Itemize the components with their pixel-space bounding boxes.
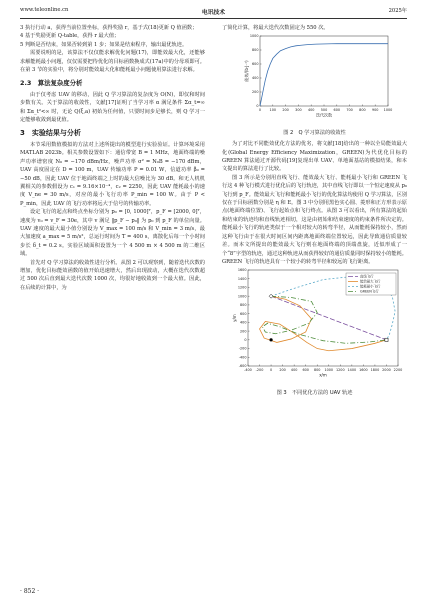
series-line <box>260 44 388 106</box>
x-tick-label: 400 <box>290 368 298 373</box>
algorithm-step-3: 3 执行行动 a，获得当前位置坐标，获得奖励 r，基于式(18)更新 Q 值函数； <box>20 25 198 31</box>
plot-frame <box>260 36 388 106</box>
x-tick-label: 0 <box>269 368 273 373</box>
y-tick-label: 1000 <box>237 294 247 299</box>
paragraph: 设定飞行的起点和终点坐标分别为 p₀ = [0, 1000]ᵀ，p_F = [2000, 0]ᵀ，速度为 v₀ = v_F = 30e，其中 v 满足 ‖p_F − p₀‖ 为 p₀ 到 p_F 的单位向量。UAV 速度的最大最小值分别设为 V_max = 100 m/s 和 V_min = 3 m/s，最大加速度 a_max = 5 m/s²，总运行时间为 T = 400 s，离散化后每一个小时间步长 δ_t = 0.2 s。实验区域面积设置为一个 4 500 m × 4 500 m 的二维区域。 <box>20 209 205 258</box>
y-tick-label: 800 <box>240 303 247 308</box>
x-tick-label: 100 <box>269 108 277 113</box>
x-tick-label: 800 <box>313 368 321 373</box>
y-tick-label: 1600 <box>237 268 247 273</box>
y-tick-label: -400 <box>238 355 247 360</box>
legend-label: GREEN飞行 <box>360 290 379 295</box>
series-line <box>271 296 386 340</box>
paragraph: 首先对 Q 学习算法的收敛性进行分析。从图 2 可以观察到，随着迭代次数的增加，优化目标能效函数的值开始迅速增大，然后出现波动，大概在迭代次数超过 500 次后直到最大迭代次数 1000 次，均很好地收敛到一个最大值。因此，在后续的计算中，为 <box>20 259 205 291</box>
paragraph: 图 3 所示是分别用直线飞行、能效最大飞行、能耗最小飞行和 GREEN 飞行这 4 种飞行模式进行优化后的飞行轨迹，其中直线飞行即以一个恒定速度从 p₀ 飞行到 p_F。能效最大飞行和能耗最小飞行的优化算法均使用 Q 学习算法，区别仅在于目标函数分别是 η 和 E。图 3 中分别用黑色实心圆、菱形和正方形表示原点(地面终端位置)、飞行起始点和飞行终点。从图 3 可以看出，所有算法的起始和结束的轨迹均和直线轨迹相切，这是由初始和结束速度的约束条件所决定的。能耗最小飞行的轨迹类似于一个相对较大的转弯半径，从而能耗保持较小，然而这种飞行由于在很大时间区间内距离地面终端位置较远，因此导致通信质量较差。而本文所提出的能效最大飞行则在地面终端的顶端盘旋，近似形成了一个“8”字型的轨迹，通过这种轨迹从而获得较好的通信质量同时保持较小的能耗。GREEN 飞行的轨迹具有一个较小的转弯半径和较远的飞行距离。 <box>222 174 407 265</box>
y-tick-label: 400 <box>252 76 259 81</box>
section-heading-3: 3 实验结果与分析 <box>20 129 81 138</box>
y-tick-label: 0 <box>244 338 247 343</box>
algorithm-step-4: 4 基于奖励更新 Q-table，获得 r 最大值； <box>20 33 120 40</box>
x-tick-label: 200 <box>282 108 289 113</box>
figure-3 <box>222 266 407 397</box>
journal-year: 2025年 <box>388 8 407 14</box>
convergence-chart <box>222 32 407 124</box>
y-tick-label: 1200 <box>237 285 247 290</box>
header-rule <box>20 18 407 19</box>
x-tick-label: 1400 <box>347 368 357 373</box>
y-tick-label: 200 <box>240 329 247 334</box>
legend-label: 能耗最小飞行 <box>360 285 381 290</box>
y-tick-label: 800 <box>252 48 259 53</box>
paragraph: 需要说明的是，该算法不仅仅能求解优化问题(17)，即能效最大化，还能够求解能耗最小问题，仅仅需要把待优化的目标函数换成式(17a)中的分母项即可。在第 3 节的实验中，将分别对能效最大化和能耗最小问题使用算法进行求解。 <box>20 50 205 74</box>
x-tick-label: 900 <box>371 108 379 113</box>
figure-3-caption: 图 3 不同优化方法的 UAV 轨迹 <box>276 389 353 396</box>
x-axis-label: x/m <box>319 372 327 378</box>
origin-marker <box>269 339 272 342</box>
x-tick-label: 700 <box>346 108 353 113</box>
x-tick-label: 1600 <box>359 368 368 373</box>
x-tick-label: 0 <box>258 108 262 113</box>
section-heading-2-3: 2.3 算法复杂度分析 <box>20 79 83 88</box>
figure-2-caption: 图 2 Q 学习算法的收敛性 <box>283 129 346 136</box>
y-axis-label: y/m <box>232 314 237 323</box>
x-tick-label: 600 <box>302 368 309 373</box>
paragraph: 为了对比不同能效优化方法的优劣，将文献[18]给出的一种以全局能效最大化(Global Energy Efficiency Maximization，GREEN)为代优化目标的 GREEN 算法通过开源代码[19]复现出单 UAV、单地面基站的模拟结果，和本文提出的算法进行了比较。 <box>222 141 407 173</box>
legend-label: 直线飞行 <box>360 275 374 280</box>
page-number: · 852 · <box>20 588 40 595</box>
y-axis-label: 能效/(b·J⁻¹) <box>244 60 249 82</box>
end-marker <box>385 339 388 342</box>
algorithm-step-5: 5 判断是否结束，如果否转到第 1 步；如果是结束程序，输出最优轨迹。 <box>20 41 188 48</box>
paragraph: 由于仅考虑 UAV 的移动，因此 Q 学习算法的复杂度为 O(N)，即仅和时间步数有关。关于算法的收敛性，文献[17]证明了当学习率 α 满足条件 Σα_t=∞ 和 Σα_t²<∞ 时，无论 Q(ξ,a) 初始为任何值，只要时间步足够长，则 Q 学习一定能够收敛到最优值。 <box>20 91 205 124</box>
figure-2 <box>222 32 407 137</box>
x-axis-label: 迭代次数 <box>316 112 332 118</box>
x-tick-label: 2200 <box>393 368 403 373</box>
x-tick-label: -200 <box>255 368 264 373</box>
series-line <box>260 296 387 351</box>
x-tick-label: 300 <box>295 108 302 113</box>
x-tick-label: 1000 <box>383 108 393 113</box>
x-tick-label: 1800 <box>370 368 380 373</box>
start-marker <box>269 294 273 298</box>
x-tick-label: 1000 <box>324 368 334 373</box>
x-tick-label: -400 <box>244 368 252 373</box>
x-tick-label: 800 <box>359 108 366 113</box>
y-tick-label: -600 <box>238 364 247 369</box>
y-tick-label: 1000 <box>249 34 259 39</box>
trajectory-chart <box>222 266 407 384</box>
right-column <box>222 24 407 400</box>
y-tick-label: 0 <box>256 104 259 109</box>
x-tick-label: 600 <box>333 108 341 113</box>
y-tick-label: 400 <box>240 320 247 325</box>
x-tick-label: 2000 <box>382 368 391 373</box>
left-column <box>20 24 205 292</box>
x-tick-label: 400 <box>307 108 315 113</box>
x-tick-label: 500 <box>320 108 328 113</box>
y-tick-label: 600 <box>240 312 247 317</box>
legend-label: 能效最大飞行 <box>360 280 381 285</box>
series-line <box>262 296 386 343</box>
y-tick-label: -200 <box>238 347 247 352</box>
y-tick-label: 1400 <box>237 277 247 282</box>
x-tick-label: 200 <box>279 368 286 373</box>
y-tick-label: 200 <box>252 90 259 95</box>
journal-title: 电讯技术 <box>201 10 226 16</box>
journal-url: www.teleonline.cn <box>20 7 69 13</box>
paragraph: 了简化计算，将最大迭代次数固定为 550 次。 <box>222 25 329 31</box>
paragraph: 本节采用数值模拟的方法对上述所提出的模型进行实验验证。计算环境采用 MATLAB 2023b。相关参数设置如下：通信带宽 B = 1 MHz，地面终端的噪声功率谱密度 N₀ = −170 dBm/Hz，噪声功率 σ² = N₀B = −170 dBm，UAV 高度固定在 D = 100 m，UAV 传输功率 P = 0.01 W，信道功率 β₀ = −50 dB，因此 UAV 位于地面终端之上时的最大信噪比为 30 dB。和无人机机翼相关的参数假设为 c₁ = 9.16×10⁻⁴，c₂ = 2250，因此 UAV 能耗最小的速度 V_ne = 30 m/s，对应的最小飞行功率 P_min = 100 W。由于 P < P_min，因此 UAV 的飞行功率将远大于信号的传输功率。 <box>20 141 205 207</box>
x-tick-label: 1200 <box>335 368 345 373</box>
y-tick-label: 600 <box>252 62 259 67</box>
